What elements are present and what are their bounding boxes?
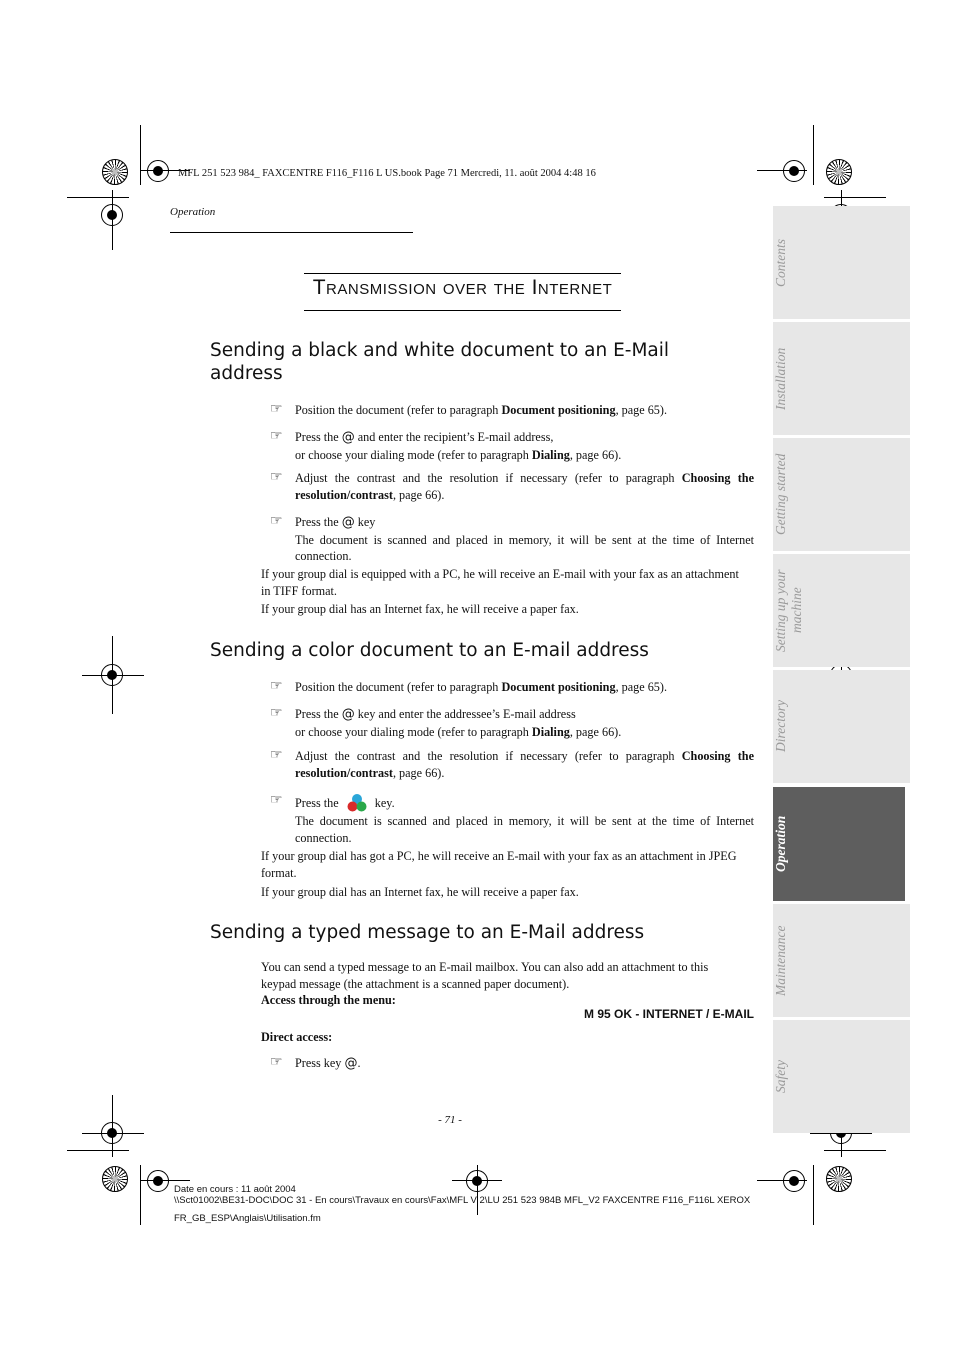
side-tab-installation[interactable]: Installation xyxy=(773,322,910,435)
registration-mark-icon xyxy=(147,1170,169,1192)
at-key-icon: @ xyxy=(344,1056,358,1071)
color-key-icon xyxy=(346,793,368,813)
paragraph: If your group dial has got a PC, he will receive an E-mail with your fax as an attachment in JPEG format. xyxy=(261,849,737,880)
section-heading-color: Sending a color document to an E-mail address xyxy=(210,640,649,661)
side-tab-maintenance[interactable]: Maintenance xyxy=(773,904,910,1017)
crop-line xyxy=(140,1165,141,1225)
bullet-item: Adjust the contrast and the resolution if necessary (refer to paragraph Choosing the resolution/contrast, page 66). xyxy=(295,749,754,780)
file-info-header: MFL 251 523 984_ FAXCENTRE F116_F116 L US.book Page 71 Mercredi, 11. août 2004 4:48 16 xyxy=(178,168,596,179)
pointing-hand-icon: ☞ xyxy=(270,748,283,763)
registration-sun-icon xyxy=(102,159,128,185)
registration-mark-icon xyxy=(101,1122,123,1144)
crop-line xyxy=(813,125,814,185)
pointing-hand-icon: ☞ xyxy=(270,402,283,417)
side-tab-contents[interactable]: Contents xyxy=(773,206,910,319)
crop-line xyxy=(757,1180,807,1181)
registration-mark-icon xyxy=(147,160,169,182)
title-rule-top xyxy=(304,273,621,274)
footer-date: Date en cours : 11 août 2004 xyxy=(174,1184,296,1195)
at-key-icon: @ xyxy=(341,707,355,722)
header-rule xyxy=(170,232,413,233)
bullet-item: Position the document (refer to paragraph Document positioning, page 65). xyxy=(295,680,668,694)
bullet-item: Press key @. xyxy=(295,1056,361,1071)
footer-path: \\Sct01002\BE31-DOC\DOC 31 - En cours\Travaux en cours\Fax\MFL V 2\LU 251 523 984B MFL_V2 FAXCENTRE F116_F116L XEROX xyxy=(174,1195,751,1206)
crop-line xyxy=(824,1150,886,1151)
running-head: Operation xyxy=(170,206,216,218)
pointing-hand-icon: ☞ xyxy=(270,1055,283,1070)
bullet-item: Press the @ key The document is scanned and placed in memory, it will be sent at the time of Internet connection. xyxy=(295,515,754,563)
at-key-icon: @ xyxy=(341,515,355,530)
menu-path: M 95 OK - INTERNET / E-MAIL xyxy=(583,1007,754,1021)
paragraph: If your group dial is equipped with a PC, he will receive an E-mail with your fax as an attachment in TIFF format. xyxy=(261,567,739,598)
paragraph: You can send a typed message to an E-mail mailbox. You can also add an attachment to this keypad message (the attachment is a scanned paper document). Access through the menu: xyxy=(261,960,709,1007)
section-heading-typed: Sending a typed message to an E-Mail address xyxy=(210,922,645,943)
title-rule-bottom xyxy=(304,310,621,311)
footer-file: FR_GB_ESP\Anglais\Utilisation.fm xyxy=(174,1213,321,1224)
registration-mark-icon xyxy=(101,204,123,226)
pointing-hand-icon: ☞ xyxy=(270,679,283,694)
page-title: Transmission over the Internet xyxy=(312,276,613,299)
crop-line xyxy=(824,197,886,198)
direct-access-label: Direct access: xyxy=(261,1030,333,1044)
bullet-item: Press the @ key and enter the addressee’s E-mail address or choose your dialing mode (refer to paragraph Dialing, page 66). xyxy=(295,707,622,739)
registration-mark-icon xyxy=(783,1170,805,1192)
registration-sun-icon xyxy=(826,159,852,185)
crop-line xyxy=(757,170,807,171)
side-tab-directory[interactable]: Directory xyxy=(773,670,910,783)
registration-mark-icon xyxy=(466,1170,488,1192)
page-number: - 71 - xyxy=(438,1114,462,1126)
bullet-item: Adjust the contrast and the resolution if necessary (refer to paragraph Choosing the resolution/contrast, page 66). xyxy=(295,471,754,502)
side-tab-getting-started[interactable]: Getting started xyxy=(773,438,910,551)
paragraph: If your group dial has an Internet fax, he will receive a paper fax. xyxy=(261,602,579,616)
bullet-item: Position the document (refer to paragraph Document positioning, page 65). xyxy=(295,403,668,417)
pointing-hand-icon: ☞ xyxy=(270,706,283,721)
pointing-hand-icon: ☞ xyxy=(270,514,283,529)
bullet-item: Press the key. The document is scanned and placed in memory, it will be sent at the time of Internet connection. xyxy=(295,793,754,846)
side-tab-setting-up[interactable]: Setting up your machine xyxy=(773,554,910,667)
pointing-hand-icon: ☞ xyxy=(270,429,283,444)
paragraph: If your group dial has an Internet fax, he will receive a paper fax. xyxy=(261,885,579,899)
pointing-hand-icon: ☞ xyxy=(270,793,283,808)
registration-mark-icon xyxy=(101,664,123,686)
registration-mark-icon xyxy=(783,160,805,182)
pointing-hand-icon: ☞ xyxy=(270,470,283,485)
side-tab-safety[interactable]: Safety xyxy=(773,1020,910,1133)
crop-line xyxy=(67,1150,129,1151)
bullet-item: Press the @ and enter the recipient’s E-mail address, or choose your dialing mode (refer to paragraph Dialing, page 66). xyxy=(295,430,622,462)
side-tab-operation[interactable]: Operation xyxy=(773,787,905,901)
at-key-icon: @ xyxy=(341,430,355,445)
crop-line xyxy=(67,197,129,198)
crop-line xyxy=(140,125,141,185)
section-heading-bw: Sending a black and white document to an E-Mail address xyxy=(210,340,670,384)
crop-line xyxy=(813,1165,814,1225)
registration-sun-icon xyxy=(102,1166,128,1192)
registration-sun-icon xyxy=(826,1166,852,1192)
